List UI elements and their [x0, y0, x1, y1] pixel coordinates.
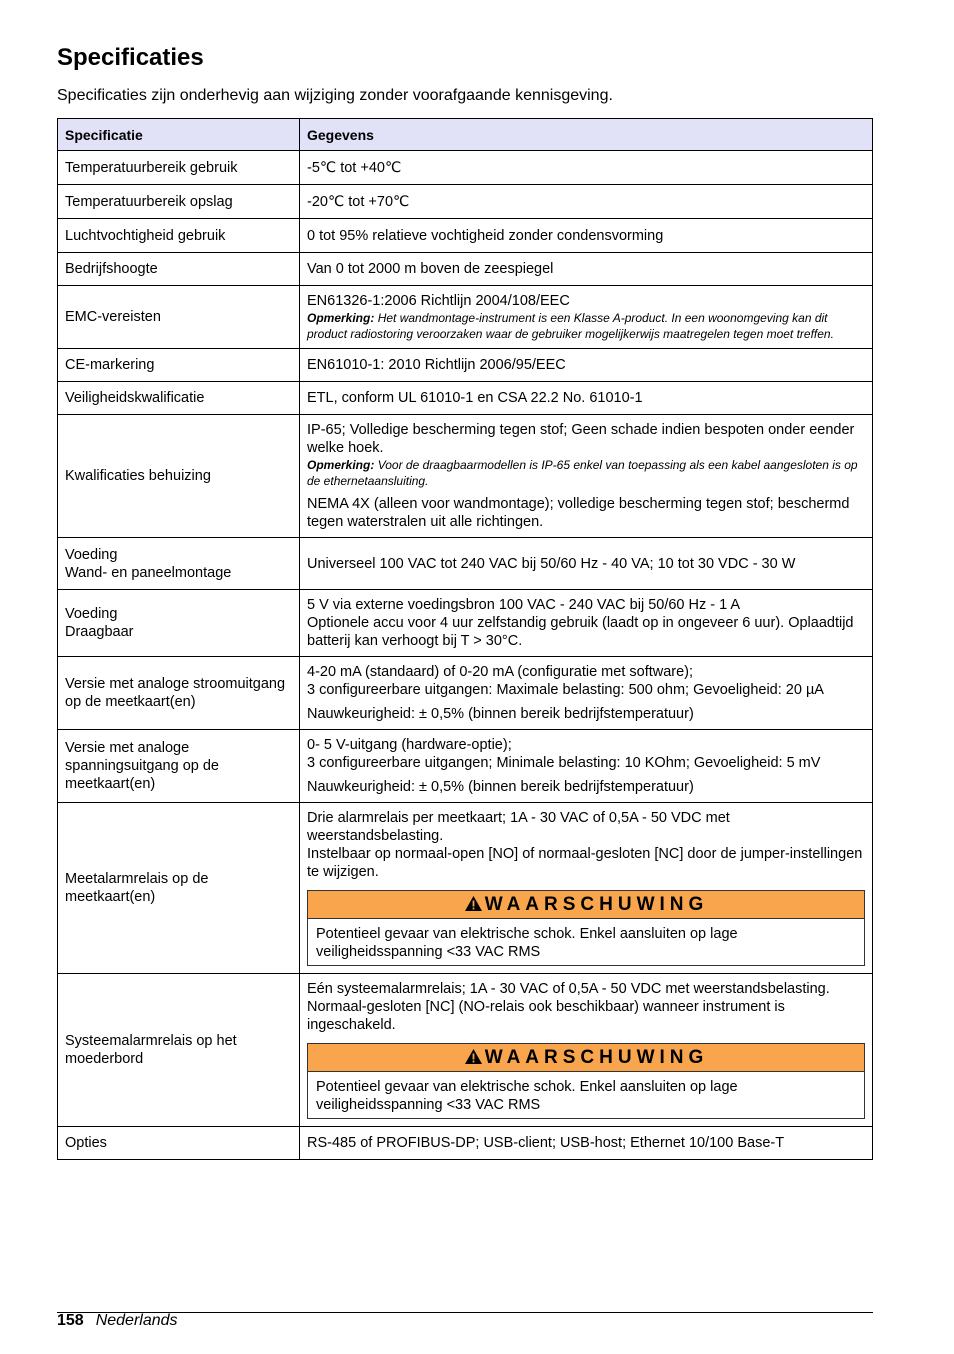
row-value	[300, 803, 873, 974]
table-row	[58, 730, 873, 803]
page-footer	[57, 1312, 178, 1330]
warning-triangle-icon	[464, 895, 483, 912]
row-label: EMC-vereisten	[58, 286, 300, 349]
note-label: Opmerking:	[307, 311, 375, 325]
table-row	[58, 349, 873, 382]
table-row	[58, 219, 873, 253]
intro-text: Specificaties zijn onderhevig aan wijziging zonder voorafgaande kennisgeving.	[57, 87, 613, 104]
row-label: Temperatuurbereik opslag	[58, 185, 300, 219]
table-row	[58, 415, 873, 538]
warning-text: Potentieel gevaar van elektrische schok. Enkel aansluiten op lage veiligheidsspanning <33 VAC RMS	[316, 1079, 738, 1113]
row-label: Kwalificaties behuizing	[58, 415, 300, 538]
row-value: 0 tot 95% relatieve vochtigheid zonder condensvorming	[300, 219, 873, 253]
row-value	[300, 286, 873, 349]
table-row	[58, 185, 873, 219]
row-value: RS-485 of PROFIBUS-DP; USB-client; USB-host; Ethernet 10/100 Base-T	[300, 1127, 873, 1160]
value-line: Normaal-gesloten [NC] (NO-relais ook beschikbaar) wanneer instrument is ingeschakeld.	[307, 999, 785, 1033]
value-line: 4-20 mA (standaard) of 0-20 mA (configuratie met software);	[307, 664, 694, 680]
note-label: Opmerking:	[307, 458, 375, 472]
note-body: Voor de draagbaarmodellen is IP-65 enkel van toepassing als een kabel aangesloten is op de ethernetaansluiting.	[307, 458, 858, 488]
header-gegevens: Gegevens	[300, 119, 873, 151]
row-value: -5℃ tot +40℃	[300, 151, 873, 185]
value-line: 3 configureerbare uitgangen; Minimale belasting: 10 KOhm; Gevoeligheid: 5 mV	[307, 755, 821, 771]
value-line: 5 V via externe voedingsbron 100 VAC - 240 VAC bij 50/60 Hz - 1 A	[307, 597, 741, 613]
row-label: Versie met analoge stroomuitgang op de meetkaart(en)	[58, 657, 300, 730]
row-label: Temperatuurbereik gebruik	[58, 151, 300, 185]
row-value	[300, 657, 873, 730]
header-specificatie: Specificatie	[58, 119, 300, 151]
row-label: Systeemalarmrelais op het moederbord	[58, 974, 300, 1127]
table-row	[58, 657, 873, 730]
label-line: Voeding	[65, 546, 118, 563]
row-value	[300, 415, 873, 538]
note-text	[307, 310, 865, 342]
table-row	[58, 286, 873, 349]
value-text-2: Nauwkeurigheid: ± 0,5% (binnen bereik bedrijfstemperatuur)	[307, 706, 694, 722]
label-line: Voeding	[65, 606, 118, 622]
row-value: Van 0 tot 2000 m boven de zeespiegel	[300, 253, 873, 286]
row-label: Meetalarmrelais op de meetkaart(en)	[58, 803, 300, 974]
value-text: EN61326-1:2006 Richtlijn 2004/108/EEC	[307, 293, 570, 309]
footer-language: Nederlands	[95, 1312, 178, 1329]
warning-header	[308, 1044, 864, 1072]
warning-text: Potentieel gevaar van elektrische schok. Enkel aansluiten op lage veiligheidsspanning <33 VAC RMS	[316, 926, 738, 960]
note-body: Het wandmontage-instrument is een Klasse A-product. In een woonomgeving kan dit product radiostoring veroorzaken waar de gebruiker mogelijkerwijs maatregelen tegen moet treffen.	[307, 311, 834, 341]
table-row	[58, 1127, 873, 1160]
page-title: Specificaties	[57, 44, 204, 71]
label-line: Wand- en paneelmontage	[65, 564, 232, 581]
footer-divider	[57, 1312, 873, 1313]
table-row	[58, 253, 873, 286]
label-line: Draagbaar	[65, 624, 134, 640]
row-label	[58, 538, 300, 590]
table-row	[58, 151, 873, 185]
table-row	[58, 974, 873, 1127]
table-row	[58, 382, 873, 415]
value-line: Eén systeemalarmrelais; 1A - 30 VAC of 0,5A - 50 VDC met weerstandsbelasting.	[307, 981, 830, 997]
value-line: Optionele accu voor 4 uur zelfstandig gebruik (laadt op in ongeveer 6 uur). Oplaadtijd batterij kan verhoogt bij T > 30°C.	[307, 615, 854, 649]
value-line: 0- 5 V-uitgang (hardware-optie);	[307, 737, 512, 753]
row-label: Opties	[58, 1127, 300, 1160]
page-number: 158	[57, 1312, 84, 1329]
row-value	[300, 730, 873, 803]
row-label: Veiligheidskwalificatie	[58, 382, 300, 415]
warning-triangle-icon	[464, 1048, 483, 1065]
row-label: CE-markering	[58, 349, 300, 382]
row-value	[300, 590, 873, 657]
row-label: Bedrijfshoogte	[58, 253, 300, 286]
note-text	[307, 457, 865, 489]
warning-box	[307, 890, 865, 966]
row-label	[58, 590, 300, 657]
value-line: Instelbaar op normaal-open [NO] of normaal-gesloten [NC] door de jumper-instellingen te wijzigen.	[307, 846, 863, 880]
value-text: IP-65; Volledige bescherming tegen stof; Geen schade indien bespoten onder eender welke hoek.	[307, 422, 855, 456]
table-row	[58, 803, 873, 974]
table-row	[58, 590, 873, 657]
warning-header	[308, 891, 864, 919]
row-value: -20℃ tot +70℃	[300, 185, 873, 219]
row-label: Versie met analoge spanningsuitgang op de meetkaart(en)	[58, 730, 300, 803]
table-row	[58, 538, 873, 590]
warning-title: WAARSCHUWING	[484, 1047, 709, 1068]
row-value	[300, 974, 873, 1127]
specifications-table	[57, 118, 873, 1160]
value-text-2: NEMA 4X (alleen voor wandmontage); volledige bescherming tegen stof; beschermd tegen waterstralen uit alle richtingen.	[307, 496, 850, 530]
row-value: Universeel 100 VAC tot 240 VAC bij 50/60 Hz - 40 VA; 10 tot 30 VDC - 30 W	[300, 538, 873, 590]
row-value: ETL, conform UL 61010-1 en CSA 22.2 No. 61010-1	[300, 382, 873, 415]
value-line: 3 configureerbare uitgangen: Maximale belasting: 500 ohm; Gevoeligheid: 20 µA	[307, 682, 824, 698]
row-value: EN61010-1: 2010 Richtlijn 2006/95/EEC	[300, 349, 873, 382]
value-line: Drie alarmrelais per meetkaart; 1A - 30 VAC of 0,5A - 50 VDC met weerstandsbelasting.	[307, 810, 730, 844]
warning-title: WAARSCHUWING	[484, 894, 709, 915]
row-label: Luchtvochtigheid gebruik	[58, 219, 300, 253]
value-text-2: Nauwkeurigheid: ± 0,5% (binnen bereik bedrijfstemperatuur)	[307, 779, 694, 795]
table-header-row	[58, 119, 873, 151]
warning-box	[307, 1043, 865, 1119]
